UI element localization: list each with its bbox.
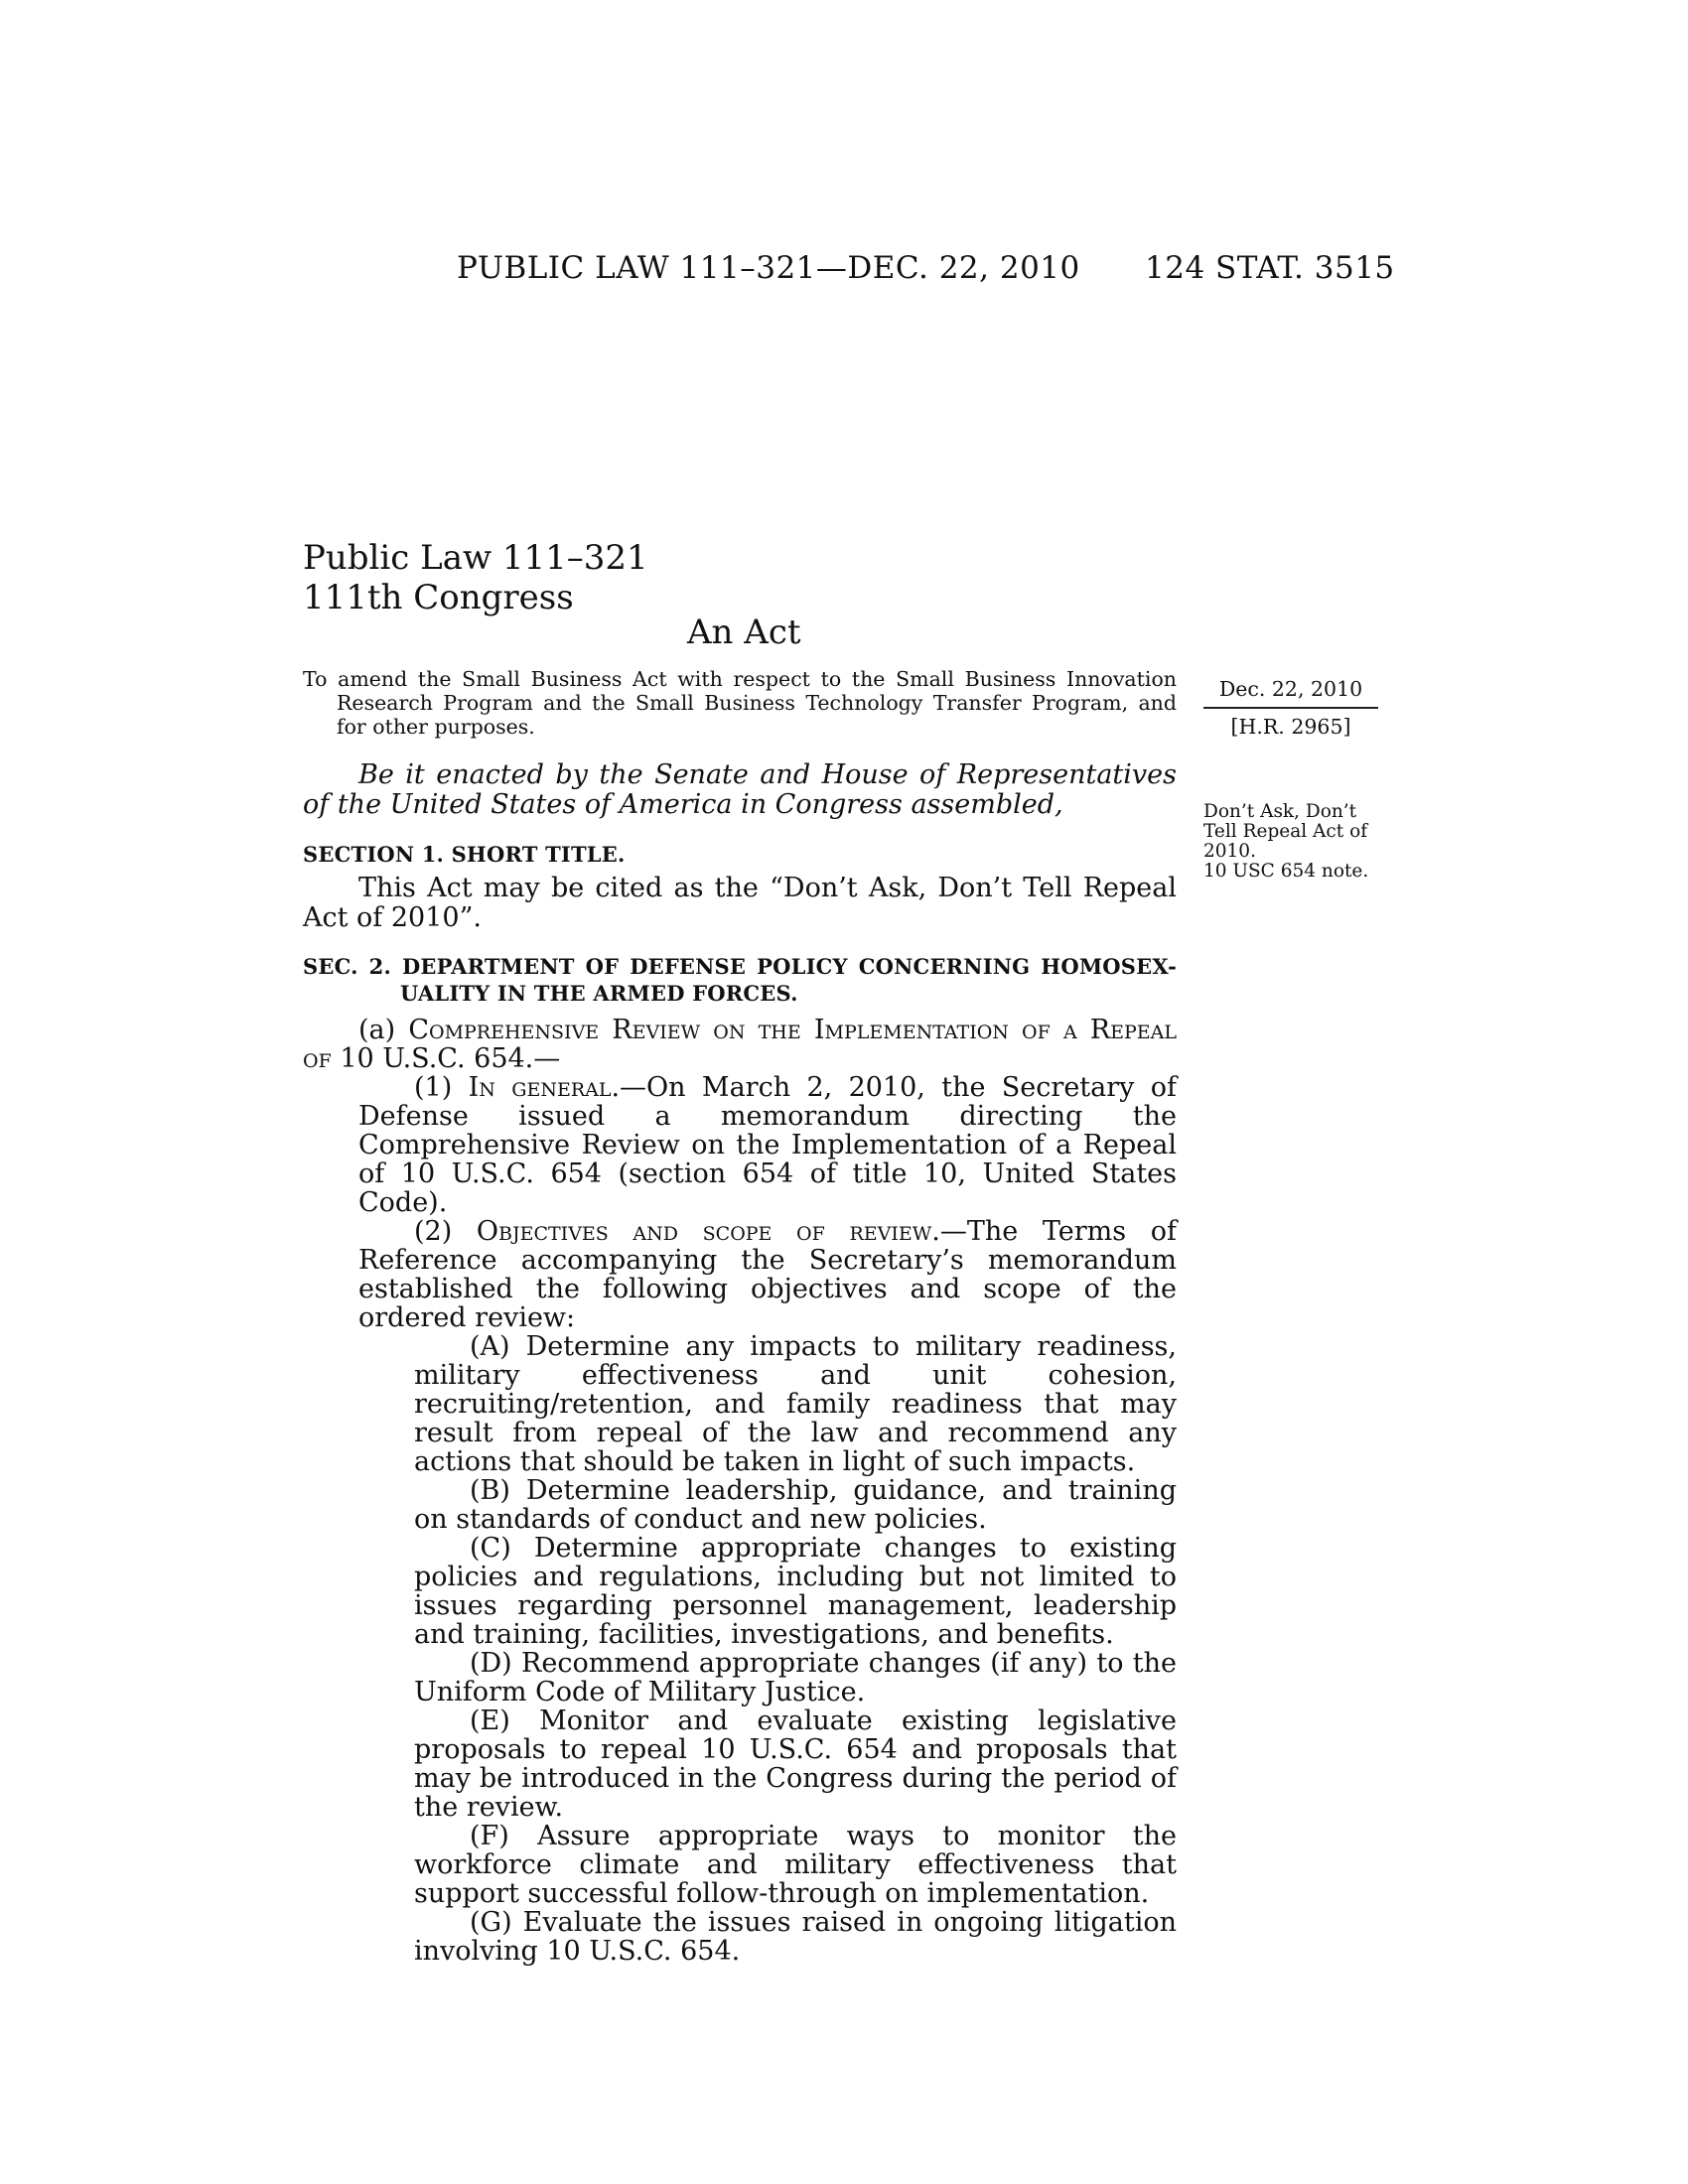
margin-note-line: Tell Repeal Act of [1203,821,1368,842]
long-title-text: To amend the Small Business Act with respect to the Small Business Innovation Research Program and the Small Business Technology Transfer Program, and for other purposes. [303,667,1177,739]
paragraph-2 [303,1217,1177,1332]
subsection-a [303,1016,1177,1073]
paragraph-2-text: .—The Terms of Reference accompanying the Secretary’s memorandum established the following objectives and scope of the ordered review: [358,1216,1177,1333]
law-number: Public Law 111–321 [303,538,648,578]
margin-bill-number: [H.R. 2965] [1230,715,1351,739]
section-2-heading-line-2: UALITY IN THE ARMED FORCES. [400,981,798,1006]
subsection-a-heading-tail: 10 U.S.C. 654.— [340,1043,561,1074]
item-b: (B) Determine leadership, guidance, and training on standards of conduct and new policies. [414,1475,1177,1535]
item-a: (A) Determine any impacts to military readiness, military effectiveness and unit cohesion, recruiting/retention, and family readiness that may result from repeal of the law and recommend any actions that should be taken in light of such impacts. [414,1331,1177,1477]
paragraph-2-heading: Objectives and scope of review [476,1216,932,1247]
paragraph-1 [303,1073,1177,1217]
margin-note-line: Don’t Ask, Don’t [1203,801,1357,822]
section-1-text: This Act may be cited as the “Don’t Ask, Don’t Tell Repeal Act of 2010”. [303,873,1177,933]
margin-date: Dec. 22, 2010 [1203,677,1378,709]
margin-note-line: 2010. [1203,841,1256,862]
long-title [303,667,1177,739]
running-head: PUBLIC LAW 111–321—DEC. 22, 2010 [457,250,1080,286]
paragraph-1-label: (1) [414,1072,453,1103]
item-g: (G) Evaluate the issues raised in ongoing litigation involving 10 U.S.C. 654. [414,1907,1177,1967]
congress-number: 111th Congress [303,578,574,617]
margin-short-title-note [1203,802,1392,882]
paragraph-1-heading: In general [468,1072,612,1103]
section-1-body [303,874,1177,933]
enacting-clause-text: Be it enacted by the Senate and House of Representatives of the United States of America in Congress assembled, [303,759,1177,820]
act-heading: An Act [687,613,801,652]
statutes-page-number: 124 STAT. 3515 [1145,250,1395,286]
section-2-heading [303,953,1177,1007]
section-2-body [303,1016,1177,1966]
law-title-block [303,538,648,617]
section-2-heading-line-1: SEC. 2. DEPARTMENT OF DEFENSE POLICY CONCERNING HOMOSEX- [303,954,1177,979]
item-f: (F) Assure appropriate ways to monitor the workforce climate and military effectiveness that support successful follow-through on implementation. [414,1821,1177,1909]
subsection-a-label: (a) [358,1015,396,1045]
item-d: (D) Recommend appropriate changes (if any) to the Uniform Code of Military Justice. [414,1648,1177,1707]
subsection-a-heading: Comprehensive Review on the Implementation of a Repeal of [303,1015,1178,1074]
section-1-heading: SECTION 1. SHORT TITLE. [303,842,626,867]
margin-usc-note: 10 USC 654 note. [1203,861,1369,882]
item-c: (C) Determine appropriate changes to existing policies and regulations, including but not limited to issues regarding personnel management, leadership and training, facilities, investigations, and benefits. [414,1533,1177,1650]
paragraph-2-label: (2) [414,1216,453,1247]
paragraph-1-text: .—On March 2, 2010, the Secretary of Defense issued a memorandum directing the Comprehensive Review on the Implementation of a Repeal of 10 U.S.C. 654 (section 654 of title 10, United States Code). [358,1072,1178,1218]
enacting-clause [303,760,1177,820]
item-e: (E) Monitor and evaluate existing legislative proposals to repeal 10 U.S.C. 654 and proposals that may be introduced in the Congress during the period of the review. [414,1706,1177,1823]
